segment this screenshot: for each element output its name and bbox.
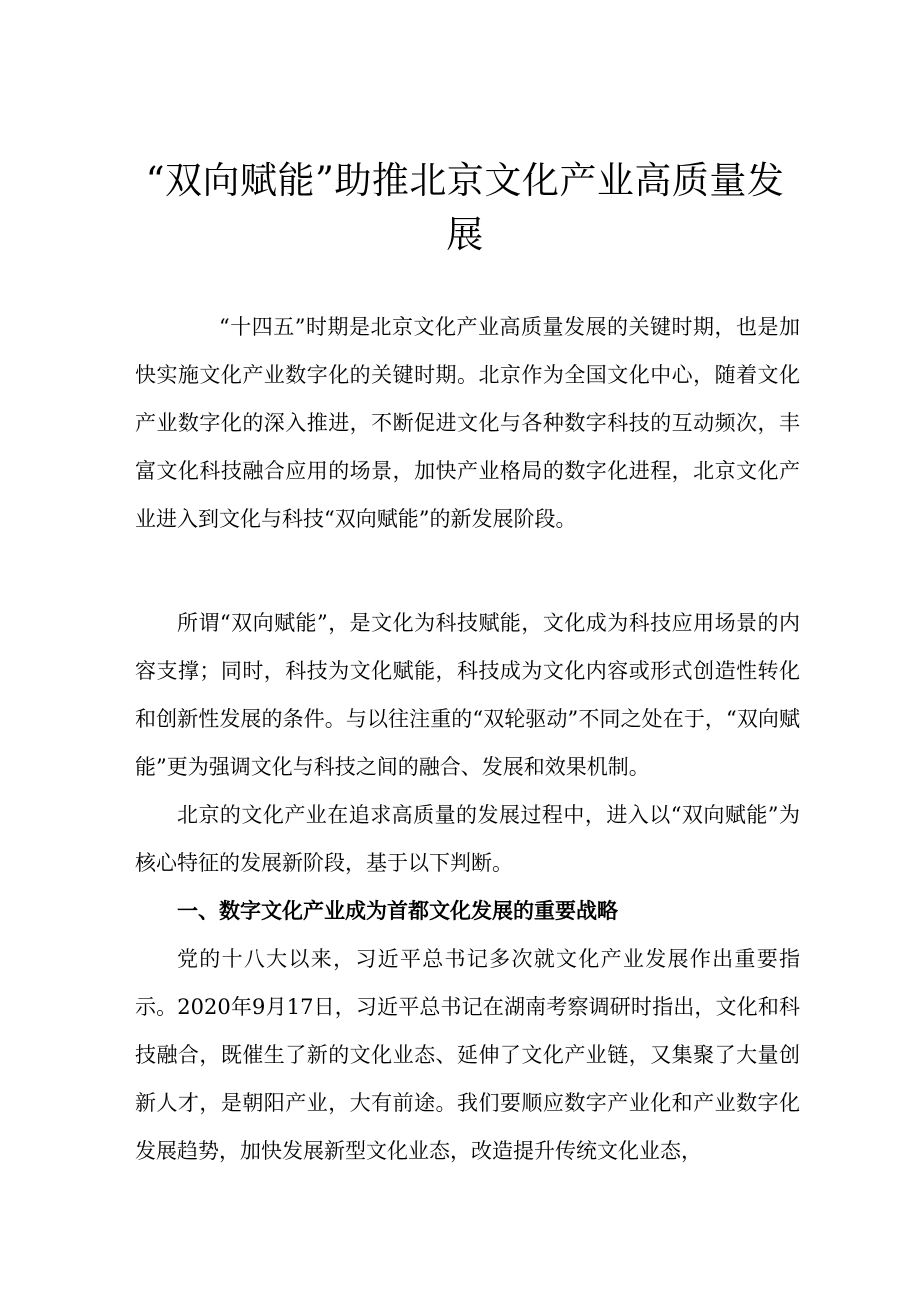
paragraph-definition: 所谓“双向赋能”，是文化为科技赋能，文化成为科技应用场景的内容支撑；同时，科技为文化赋能，科技成为文化内容或形式创造性转化和创新性发展的条件。与以往注重的“双轮驱动”不同之处在于，“双向赋能”更为强调文化与科技之间的融合、发展和效果机制。 xyxy=(135,611,800,779)
paragraph-judgement: 北京的文化产业在追求高质量的发展过程中，进入以“双向赋能”为核心特征的发展新阶段，基于以下判断。 xyxy=(135,803,800,875)
paragraph-intro: “十四五”时期是北京文化产业高质量发展的关键时期，也是加快实施文化产业数字化的关键时期。北京作为全国文化中心，随着文化产业数字化的深入推进，不断促进文化与各种数字科技的互动频次，丰富文化科技融合应用的场景，加快产业格局的数字化进程，北京文化产业进入到文化与科技“双向赋能”的新发展阶段。 xyxy=(135,315,800,531)
document-body xyxy=(135,303,800,1175)
document-title: “双向赋能”助推北京文化产业高质量发展 xyxy=(145,159,785,256)
paragraph-section-one: 党的十八大以来，习近平总书记多次就文化产业发展作出重要指示。2020年9月17日，习近平总书记在湖南考察调研时指出，文化和科技融合，既催生了新的文化业态、延伸了文化产业链，又集聚了大量创新人才，是朝阳产业，大有前途。我们要顺应数字产业化和产业数字化发展趋势，加快发展新型文化业态，改造提升传统文化业态， xyxy=(135,947,800,1163)
section-heading: 一、数字文化产业成为首都文化发展的重要战略 xyxy=(177,899,618,923)
